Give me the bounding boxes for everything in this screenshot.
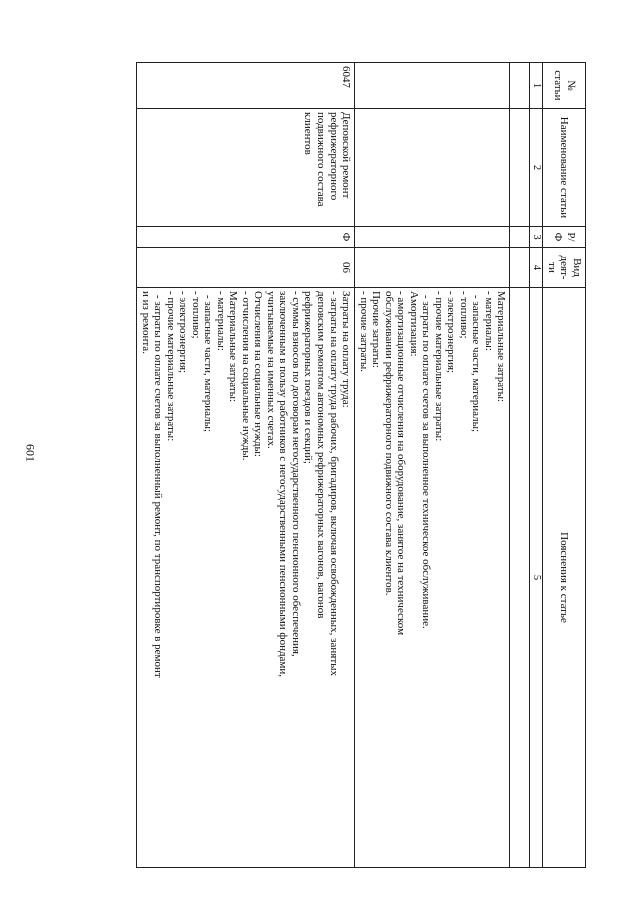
explanation-line: - топливо; — [189, 291, 202, 339]
explanation-line: - затраты на оплату труда рабочих, бригадиров, включая освобожденных, занятых — [327, 291, 340, 677]
explanation-line: - затраты по оплате счетов за выполненное техническое обслуживание. — [420, 295, 433, 629]
empty-cell — [510, 63, 530, 109]
table-row-spacer — [510, 63, 530, 868]
article-number-cell: 6047 — [137, 63, 355, 109]
column-number: 5 — [530, 288, 543, 868]
explanation-line: Затраты на оплату труда: — [340, 291, 353, 408]
empty-cell — [510, 248, 530, 288]
explanation-line: Материальные затраты: — [227, 291, 240, 403]
column-number: 1 — [530, 63, 543, 109]
article-number-cell — [355, 63, 510, 109]
explanation-line: - запасные части, материалы; — [470, 295, 483, 433]
column-number-row — [530, 63, 543, 868]
header-activity: Вид деят-ти — [543, 248, 586, 288]
explanation-line: Прочие затраты: — [370, 291, 383, 368]
explanation-line: - топливо; — [457, 291, 470, 339]
header-explanation: Пояснения к статье — [543, 288, 586, 868]
explanation-line: Материальные затраты: — [495, 291, 508, 403]
rf-cell: Ф — [137, 227, 355, 248]
explanation-line: заключенным в пользу работников с негосударственными пенсионными фондами, — [277, 291, 290, 678]
explanation-line: - прочие материальные затраты: — [164, 291, 177, 442]
table-row — [137, 63, 355, 868]
table-row — [355, 63, 510, 868]
column-number: 3 — [530, 227, 543, 248]
page-number: 601 — [23, 444, 38, 462]
explanation-line: - электроэнергия; — [177, 291, 190, 374]
header-name: Наименование статьи — [543, 109, 586, 227]
explanation-line: рефрижераторных поездов и секций; — [302, 291, 315, 464]
explanation-line: обслуживании рефрижераторного подвижного состава клиентов. — [382, 291, 395, 596]
empty-cell — [510, 288, 530, 868]
explanation-cell — [137, 288, 355, 868]
explanation-line: Амортизация: — [407, 291, 420, 357]
cost-items-table — [136, 62, 586, 868]
explanation-line: - запасные части, материалы; — [202, 295, 215, 433]
header-rf: Р/ Ф — [543, 227, 586, 248]
explanation-line: - материалы: — [214, 291, 227, 351]
explanation-line: - затраты по оплате счетов за выполненный ремонт, по транспортировке в ремонт — [152, 295, 165, 678]
explanation-line: - прочие материальные затраты: — [432, 291, 445, 442]
header-num: № статьи — [543, 63, 586, 109]
column-number: 4 — [530, 248, 543, 288]
header-row — [543, 63, 586, 868]
empty-cell — [510, 227, 530, 248]
article-name-cell — [355, 109, 510, 227]
explanation-line: - прочие затраты. — [357, 291, 370, 372]
explanation-line: Отчисления на социальные нужды: — [252, 291, 265, 457]
explanation-line: деповским ремонтом автономных рефрижераторных вагонов, вагонов — [315, 291, 327, 619]
activity-cell: 06 — [137, 248, 355, 288]
explanation-line: - отчисления на социальные нужды. — [239, 291, 252, 461]
explanation-line: - амортизационные отчисления на оборудование, занятое на техническом — [395, 291, 408, 636]
rf-cell — [355, 227, 510, 248]
explanation-line: и из ремонта. — [139, 291, 152, 354]
column-number: 2 — [530, 109, 543, 227]
activity-cell — [355, 248, 510, 288]
explanation-line: - электроэнергия; — [445, 291, 458, 374]
explanation-cell — [355, 288, 510, 868]
article-name-cell: Деповской ремонт рефрижераторного подвижного состава клиентов — [137, 109, 355, 227]
explanation-line: - суммы взносов по договорам негосударственного пенсионного обеспечения, — [289, 291, 302, 657]
rotated-table-wrapper — [83, 62, 586, 867]
empty-cell — [510, 109, 530, 227]
explanation-line: - материалы: — [482, 291, 495, 351]
explanation-line: учитываемые на именных счетах. — [264, 291, 277, 449]
